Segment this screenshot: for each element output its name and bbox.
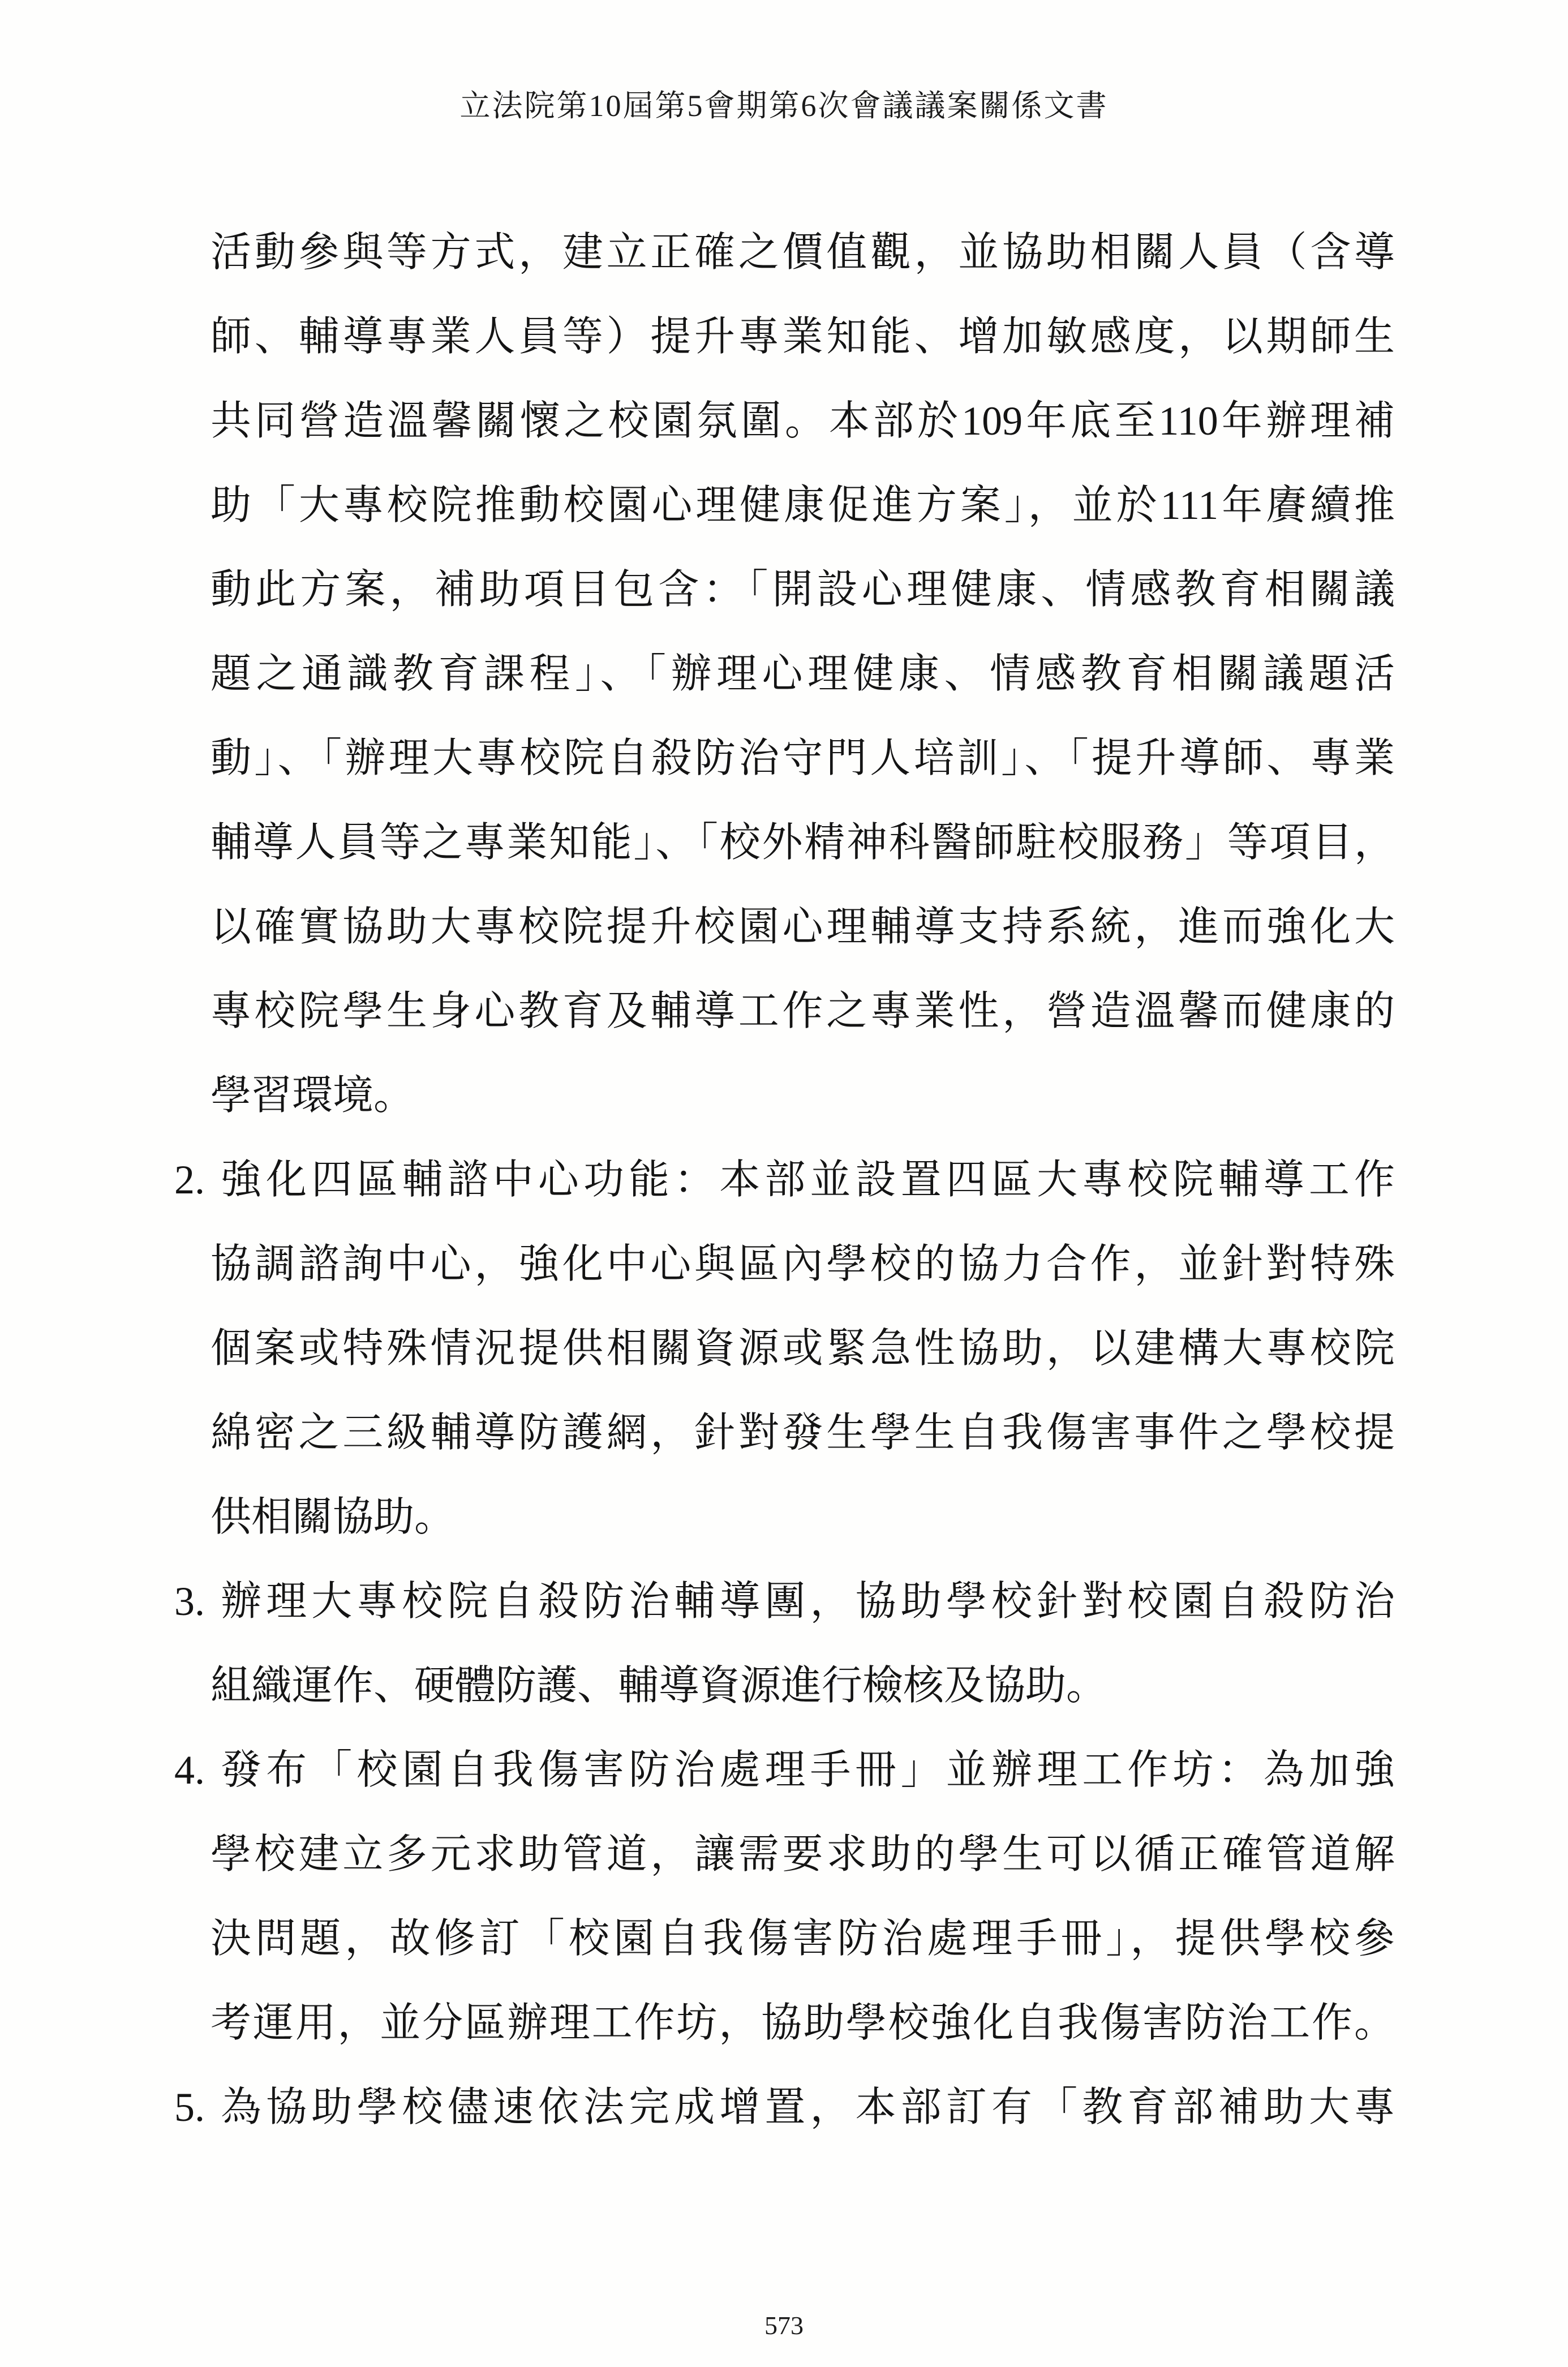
- paragraph-line-11: 學習環境。: [211, 1073, 415, 1118]
- paragraph-line-7: 動」、「辦理大專校院自殺防治守門人培訓」、「提升導師、專業: [211, 736, 1395, 781]
- paragraph-line-4: 助「大專校院推動校園心理健康促進方案」，並於111年賡續推: [211, 483, 1395, 528]
- paragraph-line-6: 題之通識教育課程」、「辦理心理健康、情感教育相關議題活: [211, 651, 1395, 697]
- list-item-4-number: 4.: [174, 1747, 205, 1793]
- list-item-4-first-line: [174, 1728, 1395, 1812]
- list-item-3-first-line: [174, 1560, 1395, 1644]
- list-item-2-line-2: 協調諮詢中心，強化中心與區內學校的協力合作，並針對特殊: [211, 1242, 1395, 1287]
- paragraph-line-10: 專校院學生身心教育及輔導工作之專業性，營造溫馨而健康的: [211, 989, 1395, 1034]
- list-item-2-line-5: 供相關協助。: [211, 1494, 456, 1540]
- list-item-4-line-3: 決問題，故修訂「校園自我傷害防治處理手冊」，提供學校參: [211, 1916, 1395, 1961]
- list-item-5-first-line: [174, 2065, 1395, 2150]
- paragraph-line-5: 動此方案，補助項目包含：「開設心理健康、情感教育相關議: [211, 567, 1395, 612]
- paragraph-line-8: 輔導人員等之專業知能」、「校外精神科醫師駐校服務」等項目，: [211, 820, 1395, 865]
- paragraph-line-2: 師、輔導專業人員等）提升專業知能、增加敏感度，以期師生: [211, 314, 1395, 359]
- list-item-2-line-4: 綿密之三級輔導防護網，針對發生學生自我傷害事件之學校提: [211, 1410, 1395, 1455]
- list-item-4-line-2: 學校建立多元求助管道，讓需要求助的學生可以循正確管道解: [211, 1832, 1395, 1877]
- document-body: [0, 211, 1568, 2150]
- list-item-5-text: 為協助學校儘速依法完成增置，本部訂有「教育部補助大專: [221, 2085, 1395, 2130]
- list-item-5-number: 5.: [174, 2085, 205, 2130]
- paragraph-line-1: 活動參與等方式，建立正確之價值觀，並協助相關人員（含導: [211, 230, 1395, 275]
- list-item-3-number: 3.: [174, 1579, 205, 1624]
- list-item-4-text: 發布「校園自我傷害防治處理手冊」並辦理工作坊：為加強: [221, 1747, 1395, 1793]
- list-item-3-line-2: 組織運作、硬體防護、輔導資源進行檢核及協助。: [211, 1663, 1107, 1708]
- list-item-3-text: 辦理大專校院自殺防治輔導團，協助學校針對校園自殺防治: [221, 1579, 1395, 1624]
- page-number: 573: [764, 2311, 804, 2340]
- list-item-2-first-line: [174, 1138, 1395, 1222]
- list-item-2-number: 2.: [174, 1157, 205, 1202]
- document-header-title: 立法院第10屆第5會期第6次會議議案關係文書: [459, 89, 1109, 123]
- paragraph-line-9: 以確實協助大專校院提升校園心理輔導支持系統，進而強化大: [211, 904, 1395, 950]
- list-item-4-line-4: 考運用，並分區辦理工作坊，協助學校強化自我傷害防治工作。: [211, 2000, 1395, 2046]
- paragraph-line-3: 共同營造溫馨關懷之校園氛圍。本部於109年底至110年辦理補: [211, 398, 1395, 444]
- list-item-2-line-3: 個案或特殊情況提供相關資源或緊急性協助，以建構大專校院: [211, 1326, 1395, 1371]
- list-item-2-text: 強化四區輔諮中心功能：本部並設置四區大專校院輔導工作: [221, 1157, 1395, 1202]
